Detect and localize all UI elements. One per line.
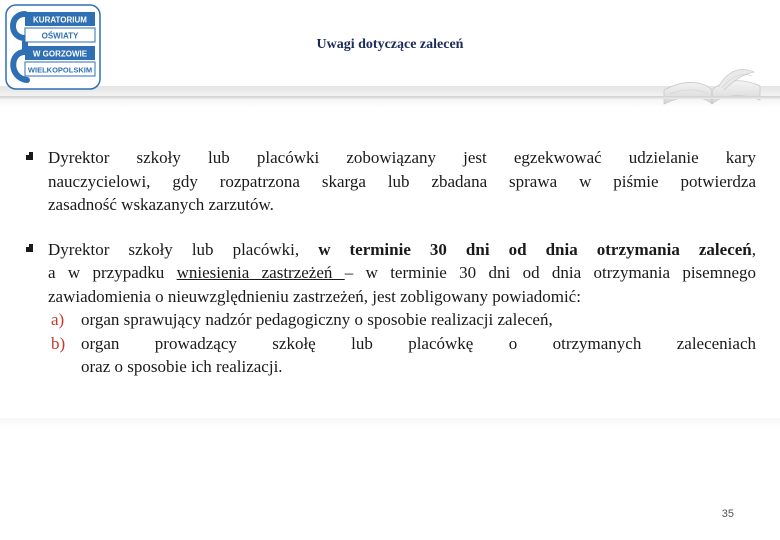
bullet-square-icon: [26, 244, 33, 252]
bullet-item-2: [26, 238, 756, 379]
bullet2-line2: [48, 261, 756, 285]
footer-divider: [0, 418, 780, 430]
header-rule: [0, 96, 780, 99]
sub-item-b-line1: organ prowadzący szkołę lub placówkę o otrzymanych zaleceniach: [81, 333, 756, 353]
slide-content: [26, 146, 756, 379]
bullet-square-icon: [26, 152, 33, 160]
bullet2-prefix: Dyrektor szkoły lub placówki,: [48, 239, 319, 259]
slide-title: Uwagi dotyczące zaleceń: [316, 37, 464, 52]
bullet2-line1: [48, 238, 756, 262]
bullet1-line3: zasadność wskazanych zarzutów.: [48, 195, 274, 214]
bullet1-line2: nauczycielowi, gdy rozpatrzona skarga lub zbadana sprawa w piśmie potwierdza: [48, 171, 756, 191]
sub-item-b: [48, 332, 756, 379]
bullet2-objections: wniesienia zastrzeżeń: [176, 263, 345, 282]
sub-item-letter: a): [51, 310, 65, 329]
bullet2-deadline: w terminie 30 dni od dnia otrzymania zaleceń: [318, 239, 752, 259]
open-book-icon: [656, 60, 766, 110]
sub-item-letter: b): [51, 333, 66, 353]
sub-item-a-line1: organ sprawujący nadzór pedagogiczny o sposobie realizacji zaleceń,: [81, 310, 553, 329]
logo-line-3: W GORZOWIE: [32, 49, 88, 59]
bullet2-line2-pre: a w przypadku: [48, 263, 177, 282]
sub-item-b-line2: oraz o sposobie ich realizacji.: [81, 357, 283, 376]
bullet1-line1: Dyrektor szkoły lub placówki zobowiązany jest egzekwować udzielanie kary: [48, 148, 756, 167]
logo-line-2: OŚWIATY: [41, 31, 79, 41]
logo-line-4: WIELKOPOLSKIM: [27, 65, 93, 75]
bullet-item-1: [26, 146, 756, 217]
sub-item-a: [48, 308, 756, 332]
logo-line-1: KURATORIUM: [33, 15, 87, 25]
bullet2-line3: zawiadomienia o nieuwzględnieniu zastrzeżeń, jest zobligowany powiadomić:: [48, 286, 581, 306]
page-number: 35: [721, 508, 734, 520]
bullet2-suffix: ,: [751, 239, 756, 259]
bullet2-line2-post: – w terminie 30 dni od dnia otrzymania pisemnego: [344, 263, 756, 282]
